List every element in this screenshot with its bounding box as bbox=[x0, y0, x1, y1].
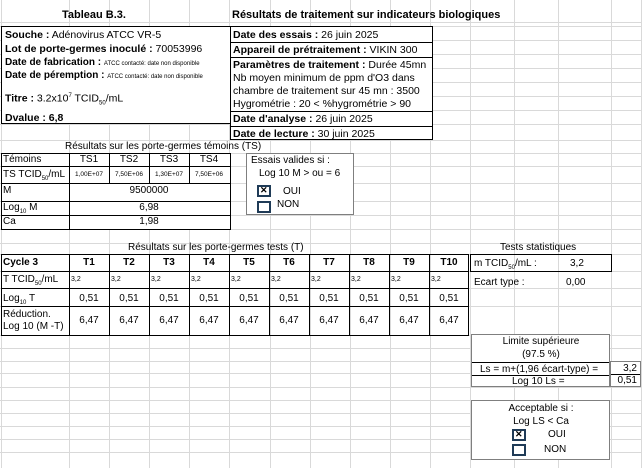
validity-yes-checkbox[interactable] bbox=[257, 185, 271, 197]
log-t-value-t5: 0,51 bbox=[239, 293, 259, 304]
acceptable-box bbox=[471, 400, 610, 460]
date-essais-row: Date des essais : 26 juin 2025 bbox=[233, 29, 379, 41]
grid-col-line bbox=[558, 0, 559, 468]
sd-label: Ecart type : bbox=[474, 277, 525, 288]
log-t-value-t9: 0,51 bbox=[399, 293, 419, 304]
acceptable-condition: Log LS < Ca bbox=[513, 416, 569, 427]
ls-log-value: 0,51 bbox=[617, 375, 637, 386]
tt-value-t3: 3,2 bbox=[151, 276, 161, 283]
appareil-row: Appareil de prétraitement : VIKIN 300 bbox=[233, 44, 418, 56]
log-t-value-t7: 0,51 bbox=[319, 293, 339, 304]
peremption-row: Date de péremption : ATCC contacté: date non disponible bbox=[5, 70, 203, 81]
m-value: 9500000 bbox=[129, 185, 169, 196]
dvalue: Dvalue : 6,8 bbox=[5, 112, 64, 124]
limit-value-box bbox=[610, 361, 641, 387]
witness-title: Résultats sur les porte-germes témoins (TS) bbox=[65, 141, 262, 152]
ls-value: 3,2 bbox=[623, 363, 637, 374]
cycle-label: Cycle 3 bbox=[3, 257, 39, 268]
witness-col-ts3: TS3 bbox=[159, 154, 179, 165]
log-t-value-t6: 0,51 bbox=[279, 293, 299, 304]
limit-title: Limite supérieure bbox=[502, 336, 580, 347]
witness-col-ts1: TS1 bbox=[79, 154, 99, 165]
tt-value-t10: 3,2 bbox=[431, 276, 441, 283]
tt-value-t9: 3,2 bbox=[391, 276, 401, 283]
tests-col-t8: T8 bbox=[363, 257, 375, 268]
witness-col-ts4: TS4 bbox=[199, 154, 219, 165]
witness-value-ts3: 1,30E+07 bbox=[154, 171, 183, 178]
tests-col-t4: T4 bbox=[203, 257, 215, 268]
reduction-value-t2: 6,47 bbox=[119, 315, 139, 326]
acceptable-title: Acceptable si : bbox=[508, 403, 574, 414]
limit-log-label: Log 10 Ls = bbox=[512, 376, 565, 387]
grid-row-line bbox=[0, 387, 642, 388]
witness-value-ts1: 1,00E+07 bbox=[74, 171, 103, 178]
acceptable-yes-checkbox[interactable] bbox=[512, 429, 526, 441]
witness-value-ts4: 7,50E+06 bbox=[194, 171, 223, 178]
validity-no-label: NON bbox=[277, 199, 300, 210]
grid-col-line bbox=[611, 0, 612, 468]
tests-title: Résultats sur les porte-germes tests (T) bbox=[128, 242, 304, 253]
titre-row: Titre : $3.2x10^7$ $TCID_{50}/mL$ bbox=[5, 92, 124, 107]
tests-border-left bbox=[1, 254, 2, 336]
strain-info-box bbox=[1, 26, 231, 124]
reduction-value-t4: 6,47 bbox=[199, 315, 219, 326]
reduction-value-t3: 6,47 bbox=[159, 315, 179, 326]
table-ref: Tableau B.3. bbox=[62, 9, 126, 21]
validity-no-checkbox[interactable] bbox=[257, 201, 271, 213]
witness-table bbox=[1, 153, 231, 230]
stats-title: Tests statistiques bbox=[500, 242, 577, 253]
reduction-label-1: Réduction. bbox=[3, 309, 51, 320]
log-m-label: Log$_{10}$ M bbox=[3, 202, 38, 215]
tests-col-t3: T3 bbox=[163, 257, 175, 268]
validity-box bbox=[246, 153, 354, 215]
params-line4: Hygrométrie : 20 < %hygrométrie > 90 bbox=[233, 98, 411, 110]
tt-value-t8: 3,2 bbox=[351, 276, 361, 283]
sd-value: 0,00 bbox=[566, 277, 586, 288]
document-title: Résultats de traitement sur indicateurs biologiques bbox=[232, 9, 501, 21]
tests-col-t5: T5 bbox=[243, 257, 255, 268]
tests-col-t7: T7 bbox=[323, 257, 335, 268]
validity-condition: Log 10 M > ou = 6 bbox=[259, 168, 341, 179]
grid-col-line bbox=[514, 0, 515, 468]
log-t-value-t3: 0,51 bbox=[159, 293, 179, 304]
tests-col-t9: T9 bbox=[403, 257, 415, 268]
log-m-value: 6,98 bbox=[139, 202, 159, 213]
tt-value-t7: 3,2 bbox=[311, 276, 321, 283]
tt-value-t4: 3,2 bbox=[191, 276, 201, 283]
trial-info-box bbox=[230, 26, 433, 140]
ca-label: Ca bbox=[3, 216, 16, 227]
tests-col-t1: T1 bbox=[83, 257, 95, 268]
validity-title: Essais valides si : bbox=[251, 155, 330, 166]
acceptable-no-checkbox[interactable] bbox=[512, 444, 526, 456]
acceptable-no-label: NON bbox=[544, 444, 567, 455]
acceptable-yes-label: OUI bbox=[548, 429, 566, 440]
params-row: Paramètres de traitement : Durée 45mn bbox=[233, 59, 427, 71]
tests-col-t6: T6 bbox=[283, 257, 295, 268]
tests-table bbox=[1, 254, 469, 336]
souche-row: Souche : Adénovirus ATCC VR-5 bbox=[5, 29, 162, 41]
reduction-value-t9: 6,47 bbox=[399, 315, 419, 326]
analyse-row: Date d'analyse : 26 juin 2025 bbox=[233, 113, 373, 125]
limit-box bbox=[471, 334, 610, 387]
reduction-value-t7: 6,47 bbox=[319, 315, 339, 326]
tt-value-t5: 3,2 bbox=[231, 276, 241, 283]
log-t-value-t1: 0,51 bbox=[79, 293, 99, 304]
tt-value-t6: 3,2 bbox=[271, 276, 281, 283]
mean-label: m $TCID_{50}/mL$ : bbox=[474, 258, 537, 271]
lecture-row: Date de lecture : 30 juin 2025 bbox=[233, 128, 375, 140]
mean-value: 3,2 bbox=[570, 258, 584, 269]
stats-table bbox=[470, 254, 612, 290]
params-line3: chambre de traitement sur 45 mn : 3500 bbox=[233, 85, 420, 97]
tt-value-t2: 3,2 bbox=[111, 276, 121, 283]
grid-col-line bbox=[470, 0, 471, 468]
reduction-label-2: Log 10 (M -T) bbox=[3, 321, 64, 332]
tt-value-t1: 3,2 bbox=[71, 276, 81, 283]
reduction-value-t8: 6,47 bbox=[359, 315, 379, 326]
reduction-value-t6: 6,47 bbox=[279, 315, 299, 326]
tt-label: T $TCID_{50}/mL$ bbox=[3, 274, 59, 287]
limit-formula: Ls = m+(1,96 écart-type) = bbox=[480, 364, 599, 375]
reduction-value-t10: 6,47 bbox=[439, 315, 459, 326]
log-t-label: Log$_{10}$ T bbox=[3, 293, 36, 306]
grid-row-line bbox=[0, 22, 642, 23]
witness-value-ts2: 7,50E+06 bbox=[114, 171, 143, 178]
log-t-value-t10: 0,51 bbox=[439, 293, 459, 304]
witness-row-label: TS $TCID_{50}/mL$ bbox=[3, 169, 66, 182]
tests-col-t2: T2 bbox=[123, 257, 135, 268]
m-label: M bbox=[3, 185, 12, 196]
lot-row: Lot de porte-germes inoculé : 70053996 bbox=[5, 43, 203, 55]
params-line2: Nb moyen minimum de ppm d'O3 dans bbox=[233, 72, 415, 84]
log-t-value-t8: 0,51 bbox=[359, 293, 379, 304]
log-t-value-t2: 0,51 bbox=[119, 293, 139, 304]
validity-yes-label: OUI bbox=[283, 186, 301, 197]
tests-col-t10: T10 bbox=[440, 257, 458, 268]
witness-col-ts2: TS2 bbox=[119, 154, 139, 165]
reduction-value-t5: 6,47 bbox=[239, 315, 259, 326]
ca-value: 1,98 bbox=[139, 216, 159, 227]
reduction-value-t1: 6,47 bbox=[79, 315, 99, 326]
log-t-value-t4: 0,51 bbox=[199, 293, 219, 304]
limit-subtitle: (97.5 %) bbox=[522, 349, 560, 360]
witness-col-header: Témoins bbox=[3, 154, 42, 165]
fabrication-row: Date de fabrication : ATCC contacté: date non disponible bbox=[5, 57, 200, 68]
